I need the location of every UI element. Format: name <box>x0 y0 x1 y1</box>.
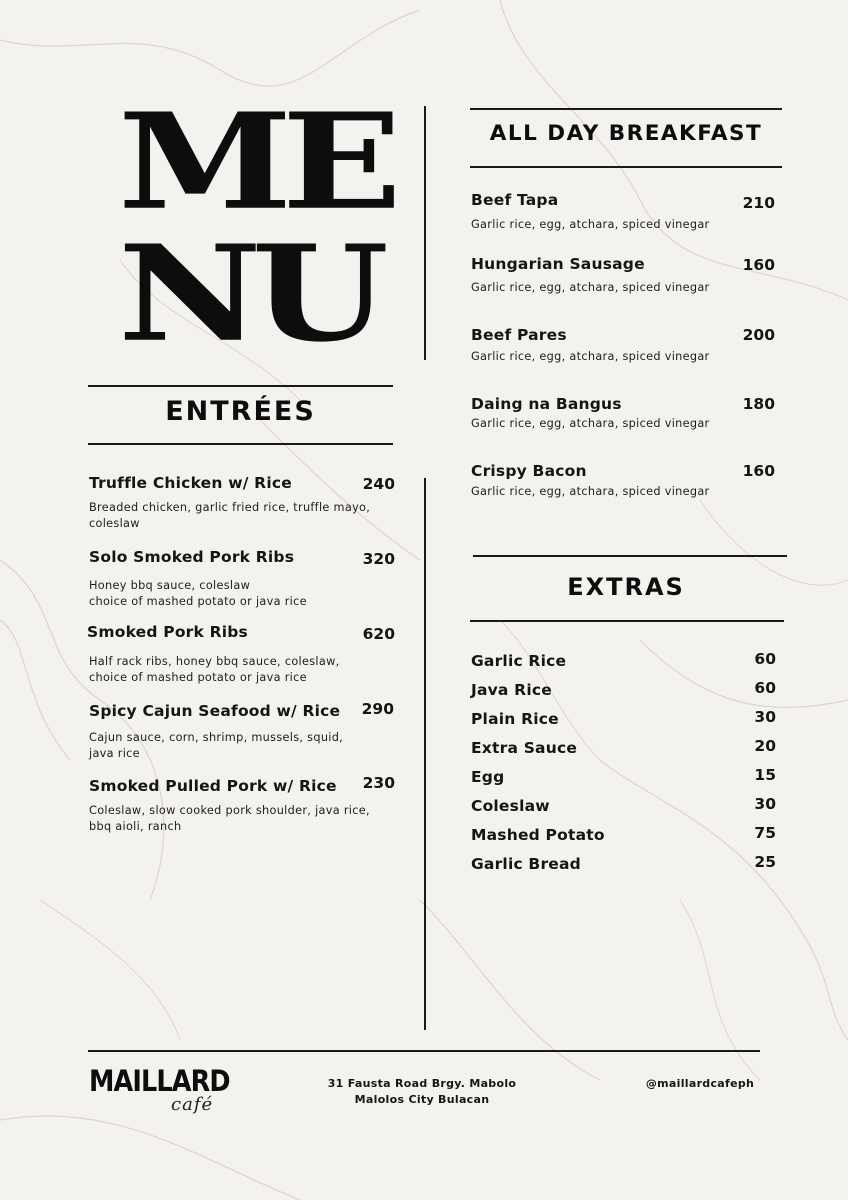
entree-desc: Half rack ribs, honey bbq sauce, coleslaw, choice of mashed potato or java rice <box>89 655 340 684</box>
breakfast-name: Beef Pares <box>471 326 567 344</box>
breakfast-price: 180 <box>742 395 775 413</box>
extra-name: Extra Sauce <box>471 739 578 757</box>
column-divider-top <box>424 106 426 360</box>
entree-desc: Coleslaw, slow cooked pork shoulder, java rice, bbq aioli, ranch <box>89 804 370 833</box>
menu-title-line1: ME <box>118 84 392 240</box>
logo-wordmark: MAILLARD <box>89 1064 230 1098</box>
entree-desc: Cajun sauce, corn, shrimp, mussels, squid, java rice <box>89 731 344 760</box>
extra-price: 75 <box>754 824 776 842</box>
extra-name: Egg <box>471 768 505 786</box>
breakfast-name: Crispy Bacon <box>471 462 587 480</box>
breakfast-heading: ALL DAY BREAKFAST <box>489 121 763 146</box>
breakfast-desc: Garlic rice, egg, atchara, spiced vinegar <box>471 485 710 498</box>
extra-name: Coleslaw <box>471 797 550 815</box>
entrees-heading: ENTRÉES <box>165 396 316 427</box>
extra-price: 60 <box>754 650 776 668</box>
extras-heading: EXTRAS <box>567 573 685 601</box>
breakfast-desc: Garlic rice, egg, atchara, spiced vinegar <box>471 281 710 294</box>
menu-title-line2: NU <box>118 216 379 372</box>
entree-name: Truffle Chicken w/ Rice <box>89 474 292 492</box>
breakfast-name: Hungarian Sausage <box>471 255 645 273</box>
breakfast-name: Daing na Bangus <box>471 395 622 413</box>
breakfast-price: 210 <box>742 194 775 212</box>
extra-name: Garlic Bread <box>471 855 581 873</box>
extra-price: 60 <box>754 679 776 697</box>
entrees-rule-top <box>88 385 393 387</box>
extra-name: Plain Rice <box>471 710 559 728</box>
entree-price: 620 <box>362 625 395 643</box>
extra-price: 30 <box>754 708 776 726</box>
entree-price: 290 <box>361 700 394 718</box>
breakfast-desc: Garlic rice, egg, atchara, spiced vinegar <box>471 218 710 231</box>
extras-rule-top <box>473 555 787 557</box>
extra-price: 15 <box>754 766 776 784</box>
extra-price: 25 <box>754 853 776 871</box>
extra-name: Garlic Rice <box>471 652 567 670</box>
breakfast-price: 200 <box>742 326 775 344</box>
extra-price: 30 <box>754 795 776 813</box>
entree-name: Spicy Cajun Seafood w/ Rice <box>89 702 341 720</box>
entree-name: Solo Smoked Pork Ribs <box>89 548 295 566</box>
entree-price: 240 <box>362 475 395 493</box>
logo-script: café <box>171 1094 214 1115</box>
breakfast-price: 160 <box>742 256 775 274</box>
entree-name: Smoked Pulled Pork w/ Rice <box>89 777 337 795</box>
entree-price: 320 <box>362 550 395 568</box>
social-handle[interactable]: @maillardcafeph <box>645 1077 755 1090</box>
entree-desc: Breaded chicken, garlic fried rice, truffle mayo, coleslaw <box>89 501 371 530</box>
breakfast-name: Beef Tapa <box>471 191 559 209</box>
breakfast-price: 160 <box>742 462 775 480</box>
entrees-rule-bottom <box>88 443 393 445</box>
extra-name: Mashed Potato <box>471 826 605 844</box>
footer-rule <box>88 1050 760 1052</box>
column-divider-bottom <box>424 478 426 1030</box>
breakfast-rule-bottom <box>470 166 782 168</box>
extra-price: 20 <box>754 737 776 755</box>
breakfast-desc: Garlic rice, egg, atchara, spiced vinegar <box>471 350 710 363</box>
entree-desc: Honey bbq sauce, coleslaw choice of mashed potato or java rice <box>89 579 307 608</box>
address <box>312 1076 532 1108</box>
extras-rule-bottom <box>470 620 784 622</box>
extra-name: Java Rice <box>471 681 552 699</box>
address-line1: 31 Fausta Road Brgy. Mabolo <box>327 1077 517 1090</box>
breakfast-desc: Garlic rice, egg, atchara, spiced vinegar <box>471 417 710 430</box>
entree-price: 230 <box>362 774 395 792</box>
address-line2: Malolos City Bulacan <box>354 1093 490 1106</box>
maillard-logo <box>89 1064 249 1124</box>
entree-name: Smoked Pork Ribs <box>87 623 248 641</box>
breakfast-rule-top <box>470 108 782 110</box>
